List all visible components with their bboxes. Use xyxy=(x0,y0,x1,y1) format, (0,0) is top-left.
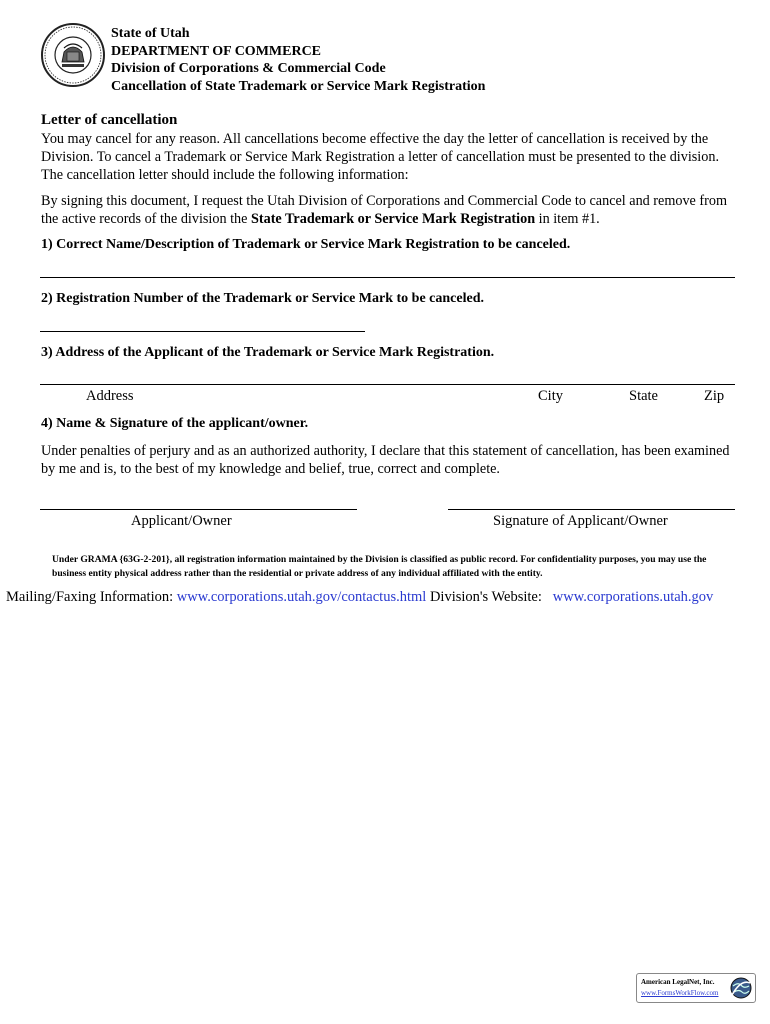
item-1-heading: 1) Correct Name/Description of Trademark or Service Mark Registration to be canceled. xyxy=(41,237,571,252)
declaration-paragraph: Under penalties of perjury and as an authorized authority, I declare that this statement of cancellation, has been examined by me and is, to the best of my knowledge and belief, true, correct and complete. xyxy=(41,443,730,477)
formsworkflow-link[interactable]: www.FormsWorkFlow.com xyxy=(641,989,719,997)
contact-line xyxy=(6,589,713,606)
header-form-title: Cancellation of State Trademark or Service Mark Registration xyxy=(111,78,486,94)
item-4-heading: 4) Name & Signature of the applicant/owner. xyxy=(41,416,309,431)
request-text-bold: State Trademark or Service Mark Registration xyxy=(251,211,536,227)
division-website-link[interactable]: www.corporations.utah.gov xyxy=(552,589,714,605)
city-label: City xyxy=(538,388,563,404)
state-label: State xyxy=(629,388,658,404)
applicant-label: Applicant/Owner xyxy=(131,513,232,529)
signature-field[interactable] xyxy=(448,509,735,510)
item-2-heading: 2) Registration Number of the Trademark or Service Mark to be canceled. xyxy=(41,291,484,306)
zip-label: Zip xyxy=(704,388,725,404)
applicant-name-field[interactable] xyxy=(40,509,357,510)
legalnet-badge[interactable] xyxy=(636,973,756,1003)
registration-number-field[interactable] xyxy=(40,331,365,332)
signature-label: Signature of Applicant/Owner xyxy=(493,513,668,529)
request-paragraph xyxy=(41,192,741,228)
request-text-post: in item #1. xyxy=(535,211,600,227)
request-text-pre: By signing this document, I request the Utah Division of Corporations and Commercial Code to cancel and remove from the active records of the division the xyxy=(41,193,727,227)
header-block xyxy=(111,25,485,95)
address-field[interactable] xyxy=(40,384,735,385)
instructions-paragraph: You may cancel for any reason. All cancellations become effective the day the letter of cancellation is received by the Division. To cancel a Trademark or Service Mark Registration a letter of cancellation must be presented to the division. The cancellation letter should include the following information: xyxy=(41,131,719,183)
grama-notice: Under GRAMA {63G-2-201}, all registration information maintained by the Division is classified as public record. For confidentiality purposes, you may use the business entity physical address rather than the residential or private address of any individual affiliated with the entity. xyxy=(52,554,707,579)
header-state: State of Utah xyxy=(111,26,190,41)
header-department: DEPARTMENT OF COMMERCE xyxy=(111,43,322,59)
item-3-heading: 3) Address of the Applicant of the Trademark or Service Mark Registration. xyxy=(41,345,495,360)
website-label: Division's Website: xyxy=(429,589,542,605)
letter-title: Letter of cancellation xyxy=(41,112,178,128)
globe-icon xyxy=(730,977,752,999)
contact-us-link[interactable]: www.corporations.utah.gov/contactus.html xyxy=(176,589,427,605)
mailing-label: Mailing/Faxing Information: xyxy=(6,589,174,605)
state-seal-icon xyxy=(40,22,106,88)
header-division: Division of Corporations & Commercial Code xyxy=(111,61,386,76)
address-label: Address xyxy=(86,388,134,404)
legalnet-company: American LegalNet, Inc. xyxy=(641,978,715,986)
trademark-name-field[interactable] xyxy=(40,277,735,278)
